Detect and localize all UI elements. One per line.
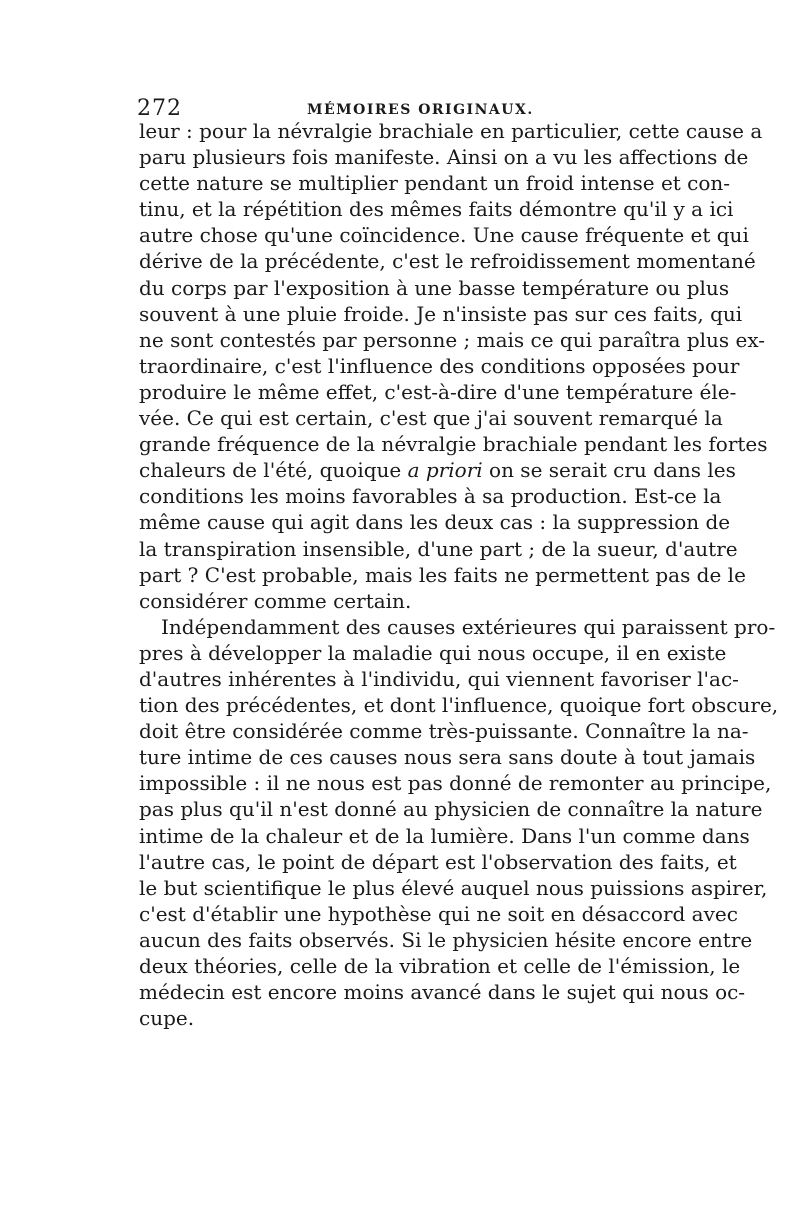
text-line: intime de la chaleur et de la lumière. Dans l'un comme dans — [139, 823, 750, 848]
text-line: part ? C'est probable, mais les faits ne permettent pas de le — [139, 562, 746, 587]
text-line: leur : pour la névralgie brachiale en particulier, cette cause a — [139, 119, 763, 143]
italic-phrase: a priori — [407, 458, 483, 483]
text-line: même cause qui agit dans les deux cas : la suppression de — [139, 510, 731, 535]
text-line: ture intime de ces causes nous sera sans doute à tout jamais — [139, 745, 756, 770]
text-line: aucun des faits observés. Si le physicien hésite encore entre — [139, 927, 753, 952]
text-line: produire le même effet, c'est-à-dire d'une température éle- — [139, 379, 737, 404]
body-text — [139, 118, 779, 1031]
text-line: tion des précédentes, et dont l'influence, quoique fort obscure, — [139, 693, 779, 718]
text-line: du corps par l'exposition à une basse température ou plus — [139, 275, 730, 300]
text-line: le but scientifique le plus élevé auquel nous puissions aspirer, — [139, 875, 768, 900]
text-line: pas plus qu'il n'est donné au physicien de connaître la nature — [139, 797, 763, 822]
running-head: MÉMOIRES ORIGINAUX. — [307, 102, 534, 118]
text-line: cupe. — [139, 1006, 195, 1031]
text-line: ne sont contestés par personne ; mais ce qui paraîtra plus ex- — [139, 327, 766, 352]
text-line: autre chose qu'une coïncidence. Une cause fréquente et qui — [139, 223, 749, 248]
text-line: la transpiration insensible, d'une part ; de la sueur, d'autre — [139, 536, 738, 561]
text-line-with-italic — [139, 457, 736, 483]
text-line: impossible : il ne nous est pas donné de remonter au principe, — [139, 771, 772, 796]
text-line: grande fréquence de la névralgie brachiale pendant les fortes — [139, 432, 768, 457]
text-line: c'est d'établir une hypothèse qui ne soit en désaccord avec — [139, 901, 738, 926]
text-line: cette nature se multiplier pendant un froid intense et con- — [139, 171, 731, 196]
text-line: deux théories, celle de la vibration et celle de l'émission, le — [139, 954, 741, 978]
text-line: d'autres inhérentes à l'individu, qui viennent favoriser l'ac- — [139, 666, 739, 691]
text-segment: chaleurs de l'été, quoique — [139, 458, 408, 483]
text-line: traordinaire, c'est l'influence des conditions opposées pour — [139, 353, 740, 378]
text-line: souvent à une pluie froide. Je n'insiste pas sur ces faits, qui — [139, 301, 743, 326]
text-line: vée. Ce qui est certain, c'est que j'ai souvent remarqué la — [139, 406, 723, 431]
text-line: paru plusieurs fois manifeste. Ainsi on a vu les affections de — [139, 145, 749, 170]
text-line: pres à développer la maladie qui nous occupe, il en existe — [139, 640, 727, 665]
text-line: l'autre cas, le point de départ est l'observation des faits, et — [139, 849, 737, 874]
paragraph-1 — [139, 118, 768, 614]
text-line: considérer comme certain. — [139, 588, 412, 613]
paragraph-2 — [139, 614, 779, 1032]
text-line: Indépendamment des causes extérieures qui paraissent pro- — [161, 614, 776, 639]
page-number: 272 — [137, 96, 182, 121]
text-line: médecin est encore moins avancé dans le sujet qui nous oc- — [139, 980, 746, 1005]
text-line: dérive de la précédente, c'est le refroidissement momentané — [139, 249, 756, 274]
text-line: conditions les moins favorables à sa production. Est-ce la — [139, 484, 722, 509]
text-segment: on se serait cru dans les — [482, 458, 736, 483]
text-line: doit être considérée comme très-puissante. Connaître la na- — [139, 719, 749, 744]
text-line: tinu, et la répétition des mêmes faits démontre qu'il y a ici — [139, 197, 734, 222]
